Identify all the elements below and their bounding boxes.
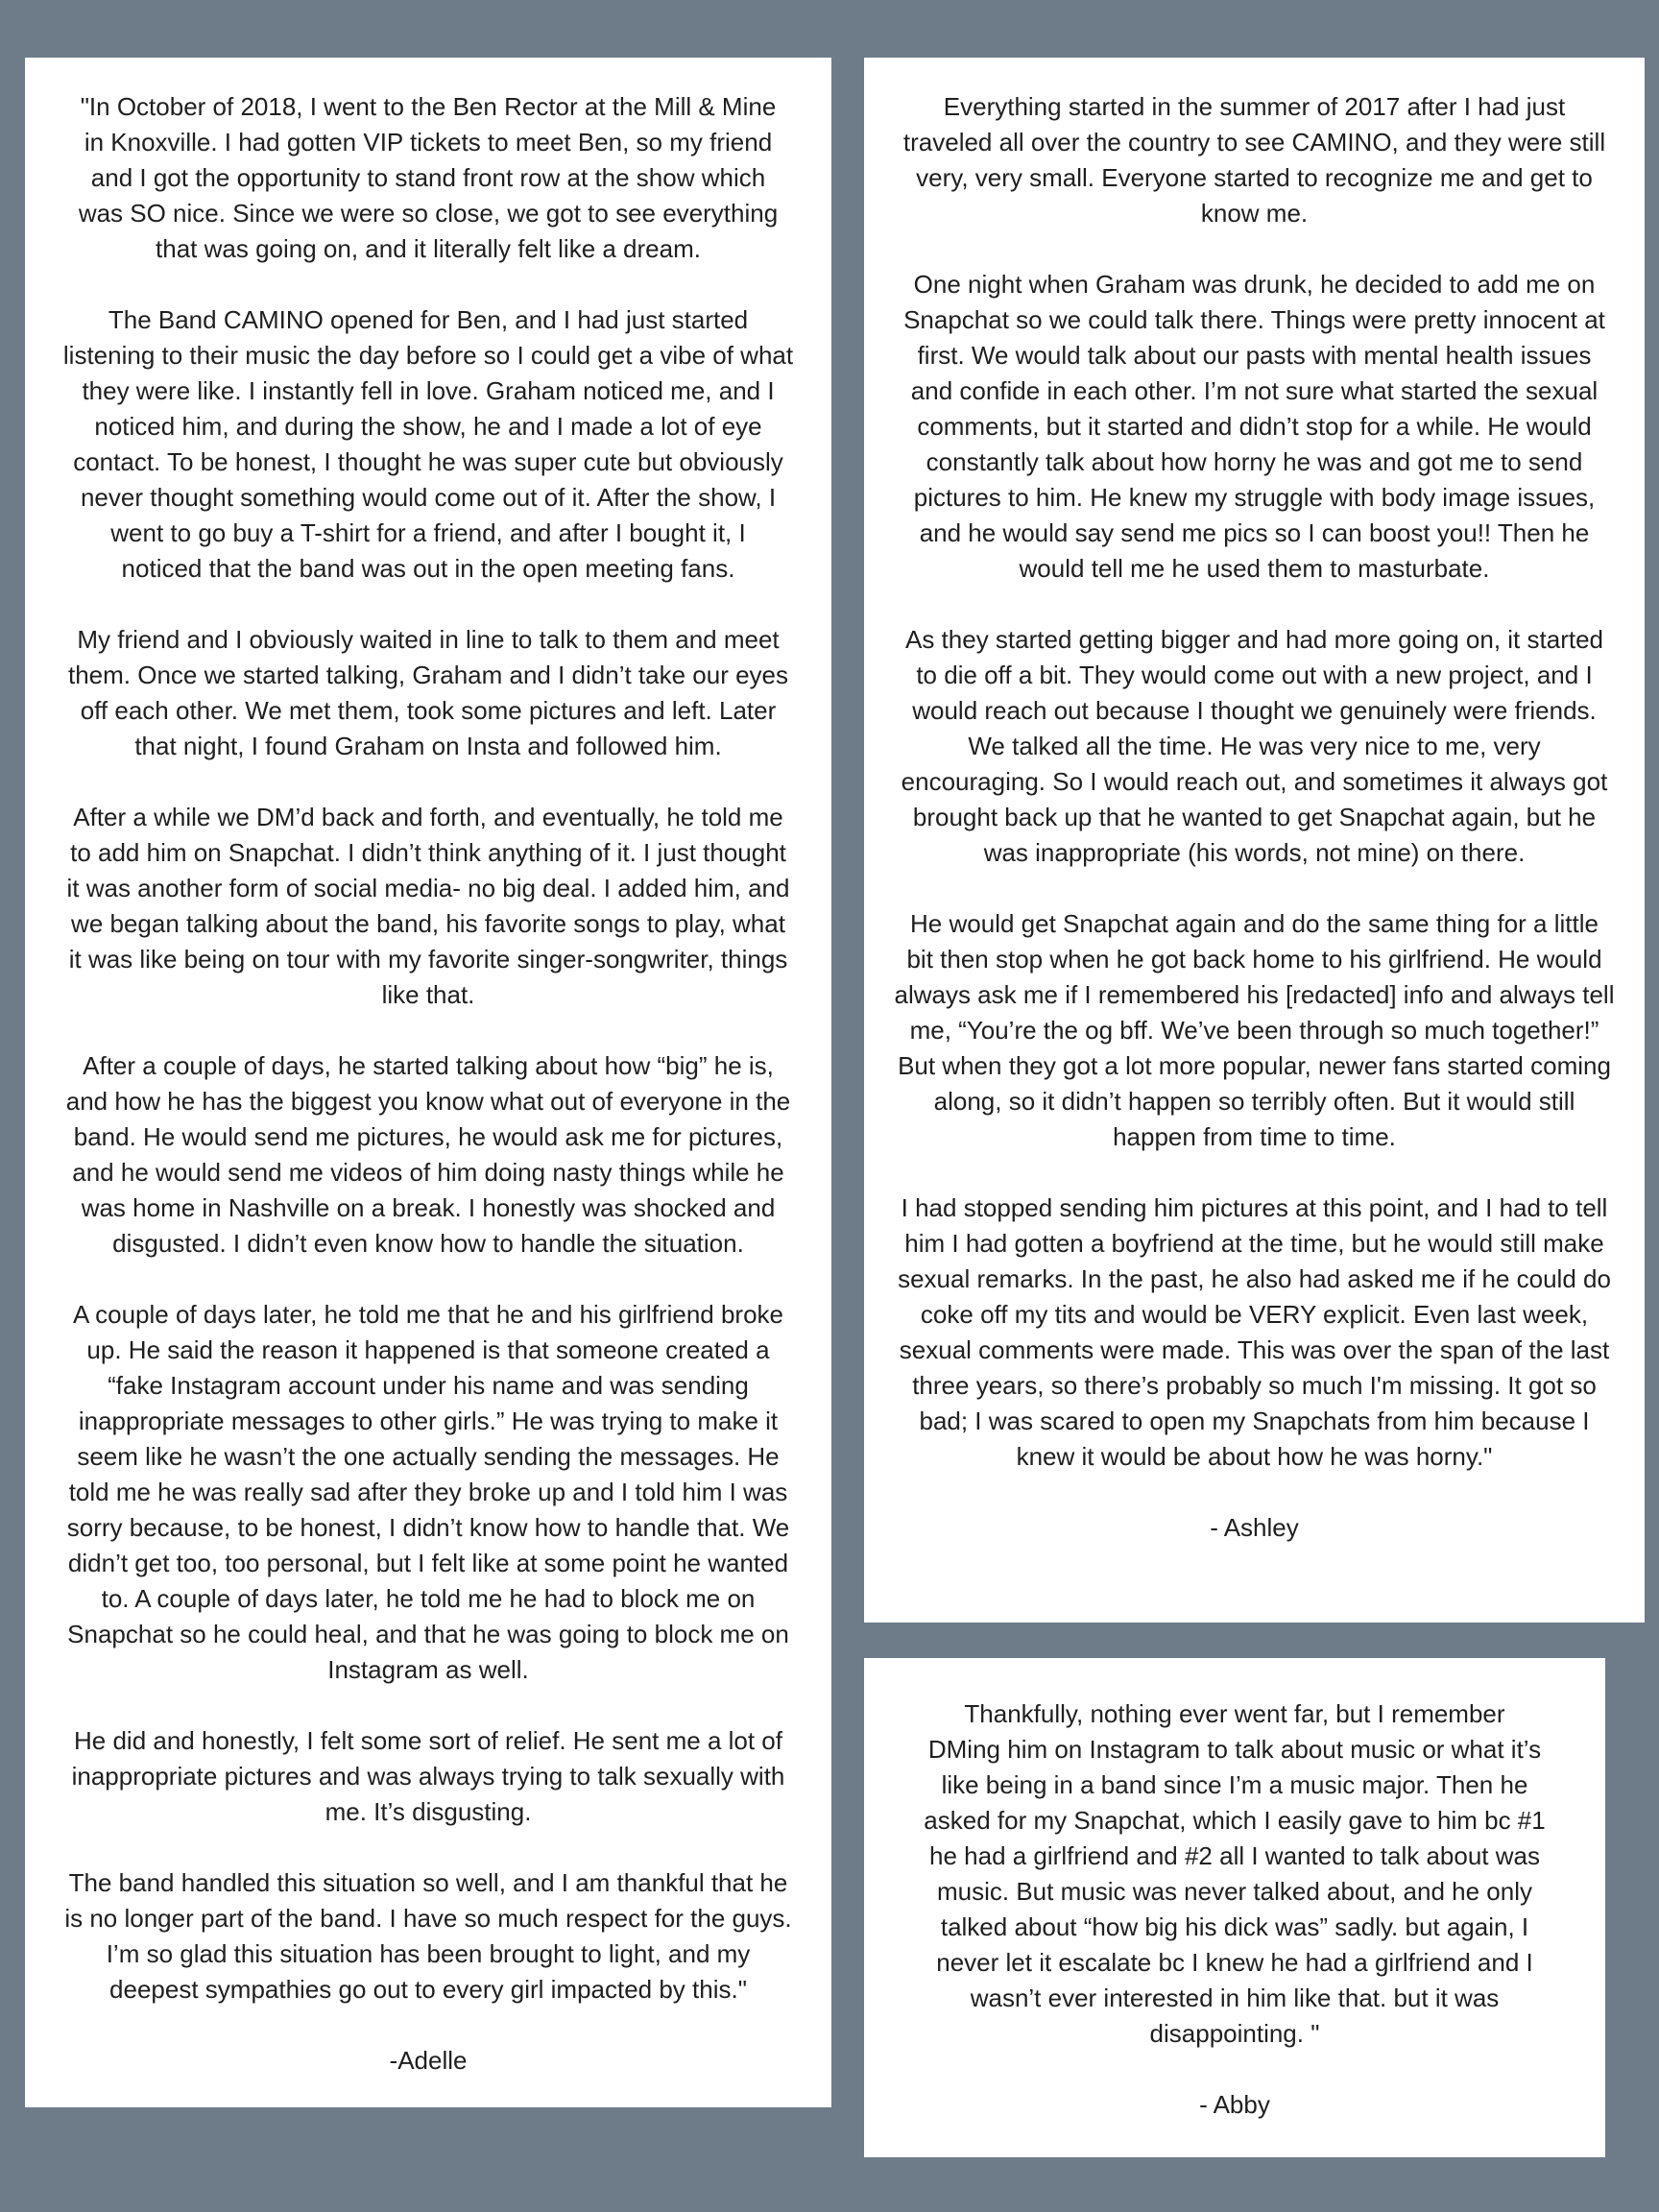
signature: - Abby [1199, 2090, 1270, 2119]
paragraph: Everything started in the summer of 2017 after I had just traveled all over the country to see CAMINO, and they were still very, very small. Everyone started to recognize me and get to know me. [902, 92, 1606, 228]
paragraph: The Band CAMINO opened for Ben, and I had just started listening to their music the day before so I could get a vibe of what they were like. I instantly fell in love. Graham noticed me, and I noticed him, and during the show, he and I made a lot of eye contact. To be honest, I thought he was super cute but obviously never thought something would come out of it. After the show, I went to go buy a T-shirt for a friend, and after I bought it, I noticed that the band was out in the open meeting fans. [62, 305, 794, 583]
paragraph: As they started getting bigger and had more going on, it started to die off a bit. They would come out with a new project, and I would reach out because I thought we genuinely were friends. We talked all the time. He was very nice to me, very encouraging. So I would reach out, and sometimes it always got brought back up that he wanted to get Snapchat again, but he was inappropriate (his words, not mine) on there. [901, 625, 1608, 867]
paragraph: My friend and I obviously waited in line to talk to them and meet them. Once we started talking, Graham and I didn’t take our eyes off each other. We met them, took some pictures and left. Later that night, I found Graham on Insta and followed him. [67, 625, 789, 760]
paragraph: After a while we DM’d back and forth, and eventually, he told me to add him on Snapchat. I didn’t think anything of it. I just thought it was another form of social media- no big deal. I added him, and we began talking about the band, his favorite songs to play, what it was like being on tour with my favorite singer-songwriter, things like that. [66, 803, 790, 1009]
paragraph: A couple of days later, he told me that he and his girlfriend broke up. He said the reason it happened is that someone created a “fake Instagram account under his name and was sending inappropriate messages to other girls.” He was trying to make it seem like he wasn’t the one actually sending the messages. He told me he was really sad after they broke up and I told him I was sorry because, to be honest, I didn’t know how to handle that. We didn’t get too, too personal, but I felt like at some point he wanted to. A couple of days later, he told me he had to block me on Snapchat so he could heal, and that he was going to block me on Instagram as well. [66, 1300, 790, 1684]
paragraph: He would get Snapchat again and do the same thing for a little bit then stop when he got back home to his girlfriend. He would always ask me if I remembered his [redacted] info and always tell me, “You’re the og bff. We’ve been through so much together!” But when they got a lot more popular, newer fans started coming along, so it didn’t happen so terribly often. But it would still happen from time to time. [894, 909, 1615, 1151]
testimonial-card-adelle [25, 58, 831, 2107]
paragraph: He did and honestly, I felt some sort of relief. He sent me a lot of inappropriate pictures and was always trying to talk sexually with me. It’s disgusting. [71, 1726, 785, 1826]
paragraph: After a couple of days, he started talking about how “big” he is, and how he has the biggest you know what out of everyone in the band. He would send me pictures, he would ask me for pictures, and he would send me videos of him doing nasty things while he was home in Nashville on a break. I honestly was shocked and disgusted. I didn’t even know how to handle the situation. [65, 1051, 791, 1258]
signature: - Ashley [1210, 1513, 1299, 1542]
testimonial-card-abby [864, 1658, 1605, 2157]
paragraph: The band handled this situation so well, and I am thankful that he is no longer part of the band. I have so much respect for the guys. I’m so glad this situation has been brought to light, and my deepest sympathies go out to every girl impacted by this." [64, 1868, 792, 2004]
paragraph: One night when Graham was drunk, he decided to add me on Snapchat so we could talk there. Things were pretty innocent at first. We would talk about our pasts with mental health issues and confide in each other. I’m not sure what started the sexual comments, but it started and didn’t stop for a while. He would constantly talk about how horny he was and got me to send pictures to him. He knew my struggle with body image issues, and he would say send me pics so I can boost you!! Then he would tell me he used them to masturbate. [903, 270, 1605, 583]
signature: -Adelle [389, 2046, 468, 2075]
paragraph: Thankfully, nothing ever went far, but I remember DMing him on Instagram to talk about music or what it’s like being in a band since I’m a music major. Then he asked for my Snapchat, which I easily gave to him bc #1 he had a girlfriend and #2 all I wanted to talk about was music. But music was never talked about, and he only talked about “how big his dick was” sadly. but again, I never let it escalate bc I knew he had a girlfriend and I wasn’t ever interested in him like that. but it was disappointing. " [924, 1699, 1546, 2048]
paragraph: I had stopped sending him pictures at this point, and I had to tell him I had gotten a boyfriend at the time, but he would still make sexual remarks. In the past, he also had asked me if he could do coke off my tits and would be VERY explicit. Even last week, sexual comments were made. This was over the span of the last three years, so there’s probably so much I'm missing. It got so bad; I was scared to open my Snapchats from him because I knew it would be about how he was horny." [898, 1193, 1611, 1471]
testimonial-card-ashley [864, 58, 1645, 1623]
paragraph: "In October of 2018, I went to the Ben Rector at the Mill & Mine in Knoxville. I had gotten VIP tickets to meet Ben, so my friend and I got the opportunity to stand front row at the show which was SO nice. Since we were so close, we got to see everything that was going on, and it literally felt like a dream. [78, 92, 779, 263]
